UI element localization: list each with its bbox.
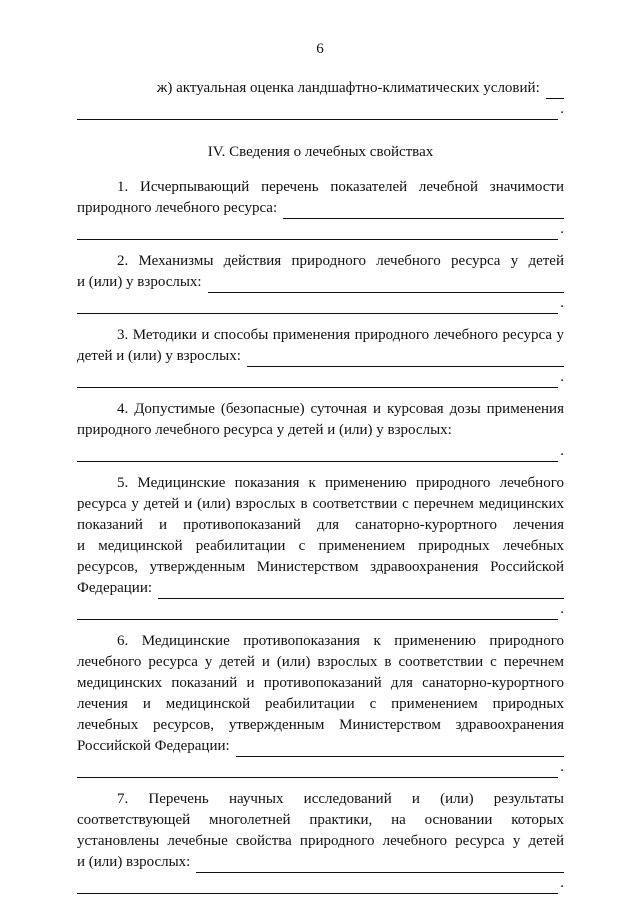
- item-4-end-mark: .: [560, 443, 564, 459]
- item-2-last-line: [77, 272, 564, 293]
- item-5-line-last: Федерации:: [77, 580, 153, 596]
- item-2: [77, 251, 564, 314]
- item-zh-text: ж) актуальная оценка ландшафтно-климатических условий:: [157, 80, 540, 96]
- item-3-fill-field-2[interactable]: [77, 372, 558, 388]
- item-7-end-mark: .: [560, 875, 564, 891]
- item-1-end-mark: .: [560, 221, 564, 237]
- item-3-line-last: детей и (или) у взрослых:: [77, 348, 241, 364]
- item-zh-fill-field-2[interactable]: [77, 104, 558, 120]
- item-3-end-mark: .: [560, 369, 564, 385]
- item-zh-end-mark: .: [560, 101, 564, 117]
- document-body: [77, 78, 564, 894]
- item-5-fill-field[interactable]: [158, 583, 564, 599]
- item-3-blank-line: [77, 367, 564, 388]
- item-6-line-1: 6. Медицинские противопоказания к применению природного: [117, 633, 564, 649]
- item-5-line-1: 5. Медицинские показания к применению природного лечебного: [117, 475, 564, 491]
- item-1-fill-field[interactable]: [283, 203, 564, 219]
- item-2-blank-line: [77, 293, 564, 314]
- item-4-line-last: природного лечебного ресурса у детей и (или) у взрослых:: [77, 422, 452, 438]
- item-2-line-last: и (или) у взрослых:: [77, 274, 202, 290]
- item-2-fill-field[interactable]: [208, 277, 564, 293]
- item-6-blank-line: [77, 757, 564, 778]
- item-2-end-mark: .: [560, 295, 564, 311]
- item-5-line-2: ресурса у детей и (или) взрослых в соответствии с перечнем медицинских: [77, 496, 564, 512]
- item-zh-fill-field[interactable]: [546, 83, 564, 99]
- item-6-line-last: Российской Федерации:: [77, 738, 230, 754]
- item-6-fill-field-2[interactable]: [77, 762, 558, 778]
- item-7-line-2: соответствующей многолетней практики, на основании которых: [77, 812, 564, 828]
- item-6-last-line: [77, 736, 564, 757]
- item-4: [77, 399, 564, 462]
- item-3-last-line: [77, 346, 564, 367]
- item-1-last-line: [77, 198, 564, 219]
- item-7-fill-field[interactable]: [196, 857, 564, 873]
- item-7-line-1: 7. Перечень научных исследований и (или) результаты: [117, 791, 564, 807]
- item-5-line-4: и медицинской реабилитации с применением природных лечебных: [77, 538, 564, 554]
- item-5: [77, 473, 564, 620]
- item-1: [77, 177, 564, 240]
- item-6-fill-field[interactable]: [236, 741, 564, 757]
- item-5-fill-field-2[interactable]: [77, 604, 558, 620]
- item-1-line-last: природного лечебного ресурса:: [77, 200, 278, 216]
- item-4-line-1: 4. Допустимые (безопасные) суточная и курсовая дозы применения: [117, 401, 564, 417]
- item-6-end-mark: .: [560, 759, 564, 775]
- item-7-blank-line: [77, 873, 564, 894]
- section-title: IV. Сведения о лечебных свойствах: [207, 144, 434, 160]
- item-3-fill-field[interactable]: [247, 351, 564, 367]
- item-7: [77, 789, 564, 894]
- item-zh-blank-line: [77, 99, 564, 120]
- item-2-fill-field-2[interactable]: [77, 298, 558, 314]
- item-1-line-1: 1. Исчерпывающий перечень показателей лечебной значимости: [117, 179, 564, 195]
- item-3: [77, 325, 564, 388]
- item-5-last-line: [77, 578, 564, 599]
- item-1-blank-line: [77, 219, 564, 240]
- item-6-line-4: лечения и медицинской реабилитации с применением природных: [77, 696, 564, 712]
- item-6-line-2: лечебного ресурса у детей и (или) взрослых в соответствии с перечнем: [77, 654, 564, 670]
- item-5-line-3: показаний и противопоказаний для санаторно-курортного лечения: [77, 517, 564, 533]
- item-7-line-3: установлены лечебные свойства природного лечебного ресурса у детей: [77, 833, 564, 849]
- item-zh-line: [77, 78, 564, 99]
- page-number: 6: [316, 41, 324, 57]
- item-5-end-mark: .: [560, 601, 564, 617]
- item-6-line-5: лечебных ресурсов, утвержденным Министерством здравоохранения: [77, 717, 564, 733]
- item-1-fill-field-2[interactable]: [77, 224, 558, 240]
- item-3-line-1: 3. Методики и способы применения природного лечебного ресурса у: [117, 327, 564, 343]
- item-6-line-3: медицинских показаний и противопоказаний для санаторно-курортного: [77, 675, 564, 691]
- item-4-blank-line: [77, 441, 564, 462]
- item-7-last-line: [77, 852, 564, 873]
- item-5-blank-line: [77, 599, 564, 620]
- item-6: [77, 631, 564, 778]
- item-7-line-last: и (или) взрослых:: [77, 854, 191, 870]
- item-7-fill-field-2[interactable]: [77, 878, 558, 894]
- item-2-line-1: 2. Механизмы действия природного лечебного ресурса у детей: [117, 253, 564, 269]
- item-5-line-5: ресурсов, утвержденным Министерством здравоохранения Российской: [77, 559, 564, 575]
- item-4-fill-field[interactable]: [77, 446, 558, 462]
